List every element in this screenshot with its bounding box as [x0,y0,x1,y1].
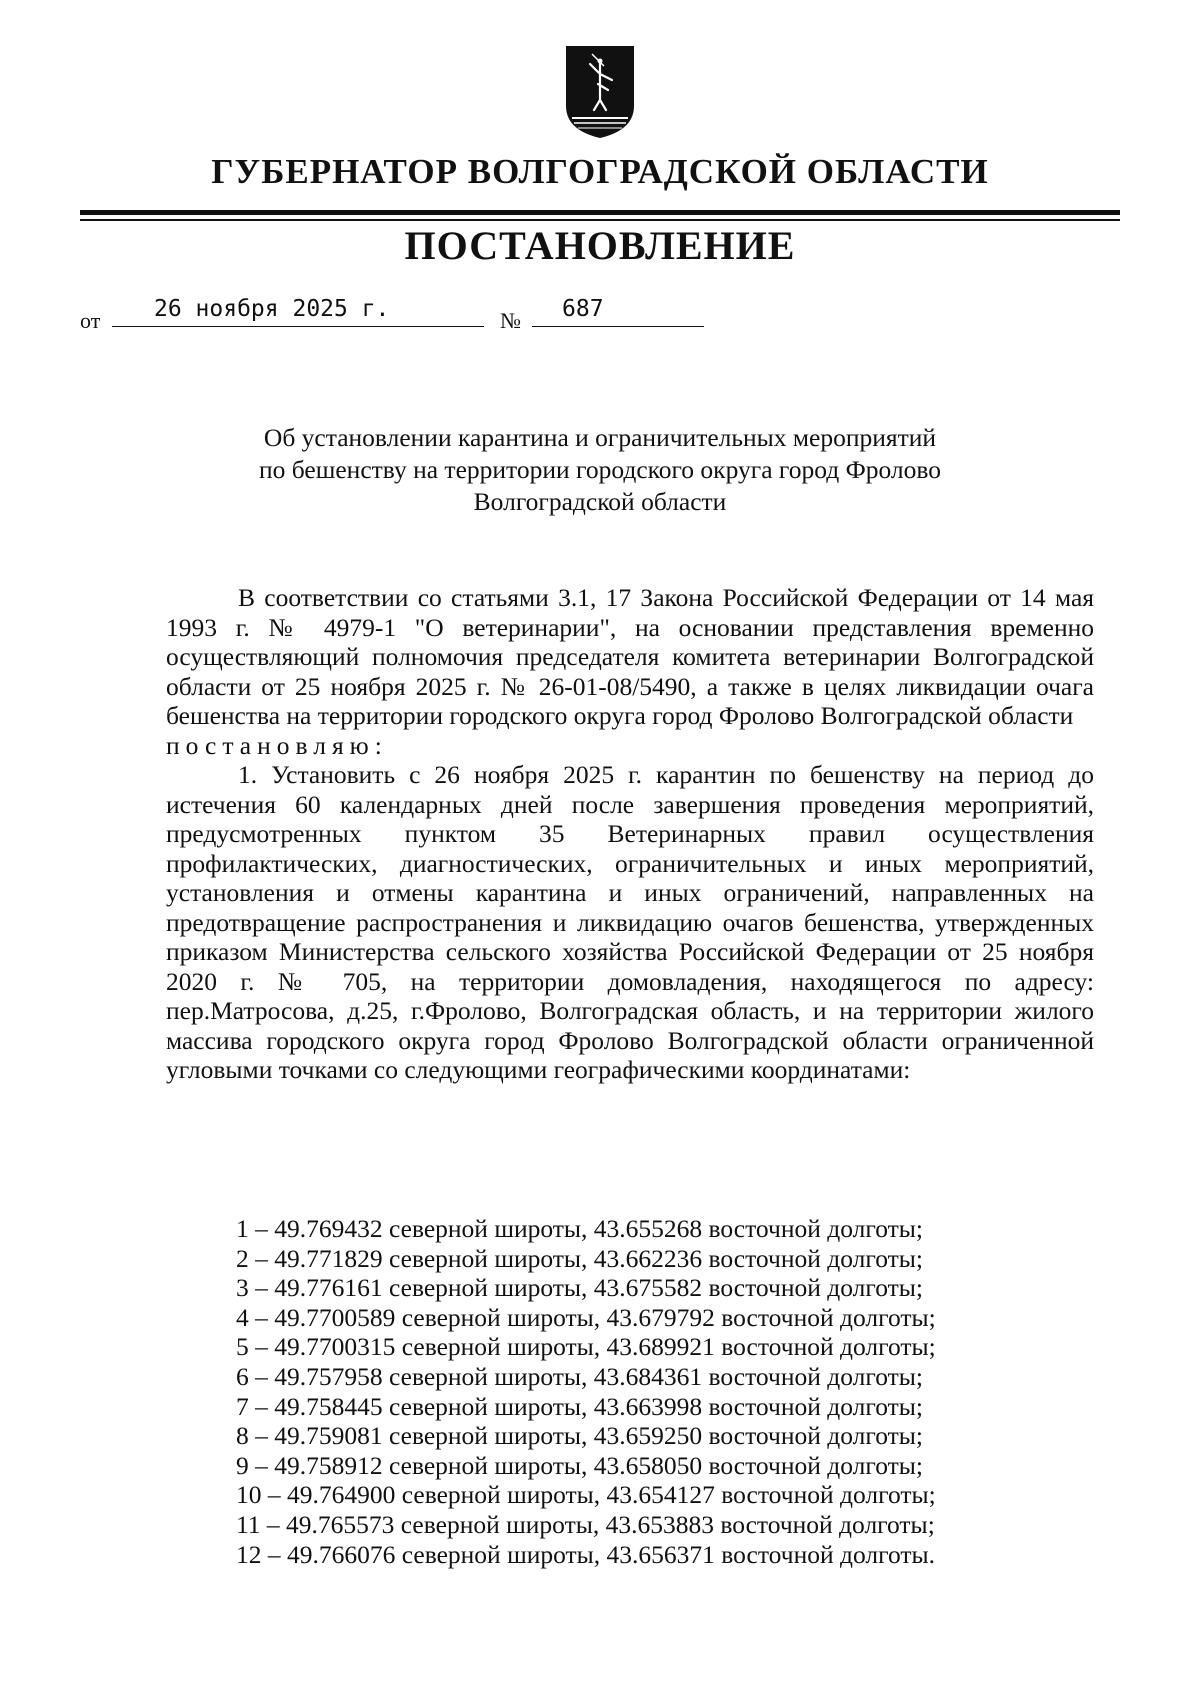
number-label: № [500,308,521,333]
coordinate-item: 3 – 49.776161 северной широты, 43.675582 восточной долготы; [236,1273,923,1303]
document-date: 26 ноября 2025 г. [154,296,390,322]
document-title [200,422,1000,518]
document-type: ПОСТАНОВЛЕНИЕ [404,223,796,268]
coordinate-item: 5 – 49.7700315 северной широты, 43.689921 восточной долготы; [236,1332,936,1362]
title-line: Об установлении карантина и ограничительных мероприятий [263,423,937,452]
coordinate-item: 1 – 49.769432 северной широты, 43.655268 восточной долготы; [236,1214,923,1243]
decree-word: постановляю: [166,730,388,760]
coat-of-arms-icon [564,44,636,140]
coordinate-item: 7 – 49.758445 северной широты, 43.663998 восточной долготы; [236,1391,923,1421]
issuing-authority: ГУБЕРНАТОР ВОЛГОГРАДСКОЙ ОБЛАСТИ [211,152,989,191]
date-number-line [80,296,720,336]
document-number: 687 [562,296,604,322]
coordinate-item: 2 – 49.771829 северной широты, 43.662236 восточной долготы; [236,1243,923,1273]
coordinate-item: 9 – 49.758912 северной широты, 43.658050 восточной долготы; [236,1450,923,1480]
coordinates-list [236,1214,936,1569]
coordinate-item: 10 – 49.764900 северной широты, 43.654127 восточной долготы; [236,1480,936,1510]
coordinate-item: 11 – 49.765573 северной широты, 43.653883 восточной долготы; [236,1509,935,1539]
header-rule-thick [80,210,1120,215]
item-1-paragraph: 1. Установить с 26 ноября 2025 г. карантин по бешенству на период до истечения 60 календарных дней после завершения проведения мероприятий, предусмотренных пунктом 35 Ветеринарных правил осуществления профилактических, диагностических, ограничительных и иных мероприятий, установления и отмены карантина и иных ограничений, направленных на предотвращение распространения и ликвидацию очагов бешенства, утвержденных приказом Министерства сельского хозяйства Российской Федерации от 25 ноября 2020 г. № 705, на территории домовладения, находящегося по адресу: пер.Матросова, д.25, г.Фролово, Волгоградская область, и на территории жилого массива городского округа город Фролово Волгоградской области ограниченной угловыми точками со следующими географическими координатами: [166,760,1094,1084]
from-label: от [80,308,101,333]
title-line: Волгоградской области [473,487,727,516]
coordinate-item: 12 – 49.766076 северной широты, 43.656371 восточной долготы. [236,1539,936,1569]
coordinate-item: 4 – 49.7700589 северной широты, 43.679792 восточной долготы; [236,1302,936,1332]
header-rule-thin [80,219,1120,221]
number-field-underline [532,296,704,327]
document-body [166,583,1094,1085]
coordinate-item: 6 – 49.757958 северной широты, 43.684361 восточной долготы; [236,1361,923,1391]
title-line: по бешенству на территории городского округа город Фролово [259,455,941,484]
coordinate-item: 8 – 49.759081 северной широты, 43.659250 восточной долготы; [236,1421,923,1451]
preamble-paragraph: В соответствии со статьями 3.1, 17 Закона Российской Федерации от 14 мая 1993 г. № 4979-1 "О ветеринарии", на основании представления временно осуществляющий полномочия председателя комитета ветеринарии Волгоградской области от 25 ноября 2025 г. № 26-01-08/5490, а также в целях ликвидации очага бешенства на территории городского округа город Фролово Волгоградской области [166,583,1094,730]
